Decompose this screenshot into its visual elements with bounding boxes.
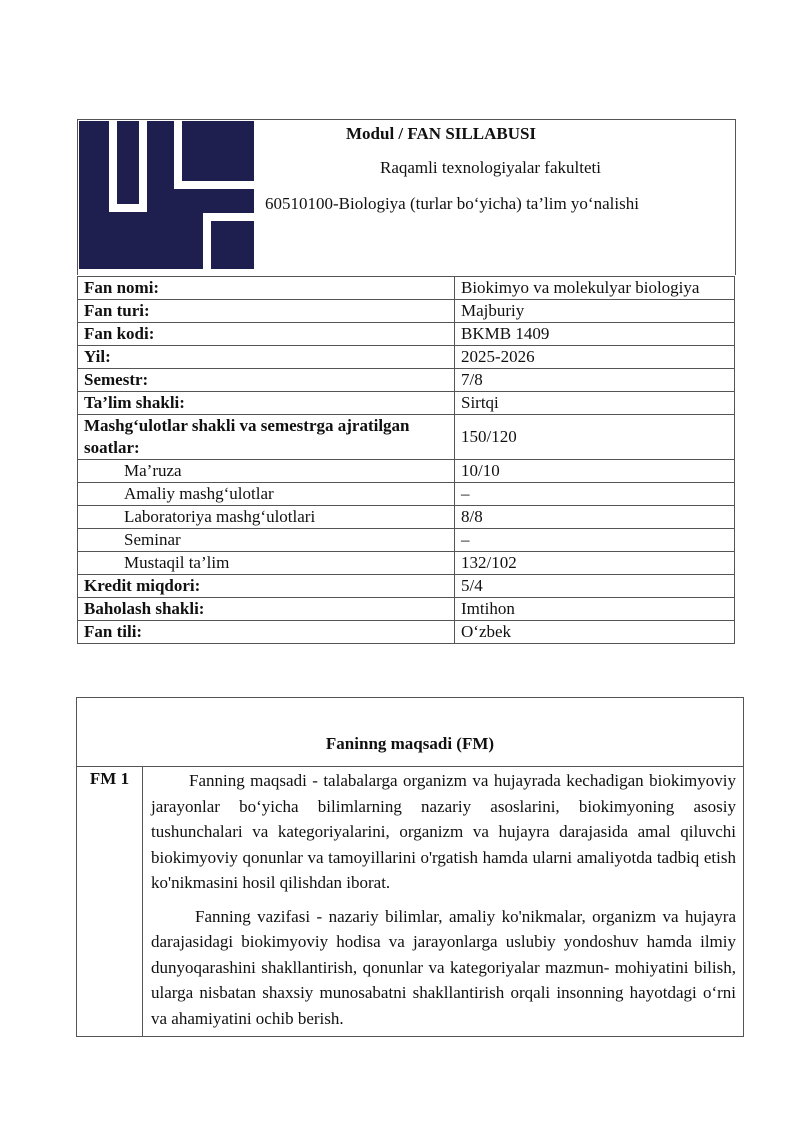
row-key: Fan tili: — [78, 621, 455, 644]
row-key: Fan nomi: — [78, 277, 455, 300]
row-value: 150/120 — [455, 415, 735, 460]
row-key: Mustaqil ta’lim — [78, 552, 455, 575]
row-value: Biokimyo va molekulyar biologiya — [455, 277, 735, 300]
course-goal-section — [76, 697, 744, 1037]
table-row — [78, 300, 735, 323]
header-section — [77, 119, 736, 275]
row-key: Amaliy mashg‘ulotlar — [78, 483, 455, 506]
goal-paragraph: Fanning maqsadi - talabalarga organizm va hujayrada kechadigan biokimyoviy jarayonlar bo‘yicha bilimlarning nazariy asoslarini, biokimyoning asosiy tushunchalari va kategoriyalarini, organizm va hujayra darajasida amal qiluvchi biokimyoviy qonunlar va tamoyillarini o'rgatish hamda ularni amaliyotda tadbiq etish ko'nikmasini hosil qilishdan iborat. — [151, 771, 736, 892]
row-key: Ma’ruza — [78, 460, 455, 483]
row-value: Sirtqi — [455, 392, 735, 415]
row-key: Fan kodi: — [78, 323, 455, 346]
row-value: – — [455, 483, 735, 506]
row-key: Yil: — [78, 346, 455, 369]
university-logo — [79, 121, 254, 269]
row-value: 2025-2026 — [455, 346, 735, 369]
row-key: Kredit miqdori: — [78, 575, 455, 598]
row-key: Semestr: — [78, 369, 455, 392]
table-row — [78, 415, 735, 460]
row-value: 10/10 — [455, 460, 735, 483]
table-row — [78, 460, 735, 483]
row-key: Fan turi: — [78, 300, 455, 323]
table-row — [78, 552, 735, 575]
table-row — [78, 621, 735, 644]
row-key: Ta’lim shakli: — [78, 392, 455, 415]
row-value: 132/102 — [455, 552, 735, 575]
task-paragraph: Fanning vazifasi - nazariy bilimlar, amaliy ko'nikmalar, organizm va hujayra darajasidagi biokimyoviy hodisa va jarayonlarga uslubiy yondoshuv hamda ilmiy dunyoqarashini shakllantirish, qonunlar va kategoriyalar mazmun- mohiyatini bilish, ularga nisbatan shaxsiy munosabatni shakllantirish orqali insonning hayotdagi o‘rni va ahamiyatini ochib berish. — [151, 906, 736, 1028]
row-value: Majburiy — [455, 300, 735, 323]
row-value: 5/4 — [455, 575, 735, 598]
goal-header — [77, 698, 743, 767]
course-info-table — [77, 276, 735, 644]
table-row — [78, 392, 735, 415]
goal-title: Faninng maqsadi (FM) — [325, 734, 495, 753]
faculty-name: Raqamli texnologiyalar fakulteti — [380, 158, 601, 177]
row-key: Baholash shakli: — [78, 598, 455, 621]
row-key: Seminar — [78, 529, 455, 552]
row-value: Imtihon — [455, 598, 735, 621]
program-name: 60510100-Biologiya (turlar bo‘yicha) ta’lim yo‘nalishi — [265, 194, 639, 213]
goal-label: FM 1 — [77, 767, 143, 1036]
table-row — [78, 575, 735, 598]
row-key: Laboratoriya mashg‘ulotlari — [78, 506, 455, 529]
table-row — [78, 277, 735, 300]
row-value: BKMB 1409 — [455, 323, 735, 346]
table-row — [78, 529, 735, 552]
table-row — [78, 346, 735, 369]
table-row — [78, 323, 735, 346]
table-row — [78, 506, 735, 529]
row-value: O‘zbek — [455, 621, 735, 644]
row-value: 7/8 — [455, 369, 735, 392]
row-value: – — [455, 529, 735, 552]
table-row — [78, 483, 735, 506]
syllabus-title: Modul / FAN SILLABUSI — [346, 124, 537, 143]
goal-text — [151, 768, 736, 1031]
table-row — [78, 369, 735, 392]
row-key: Mashg‘ulotlar shakli va semestrga ajratilgan soatlar: — [78, 415, 455, 460]
row-value: 8/8 — [455, 506, 735, 529]
table-row — [78, 598, 735, 621]
